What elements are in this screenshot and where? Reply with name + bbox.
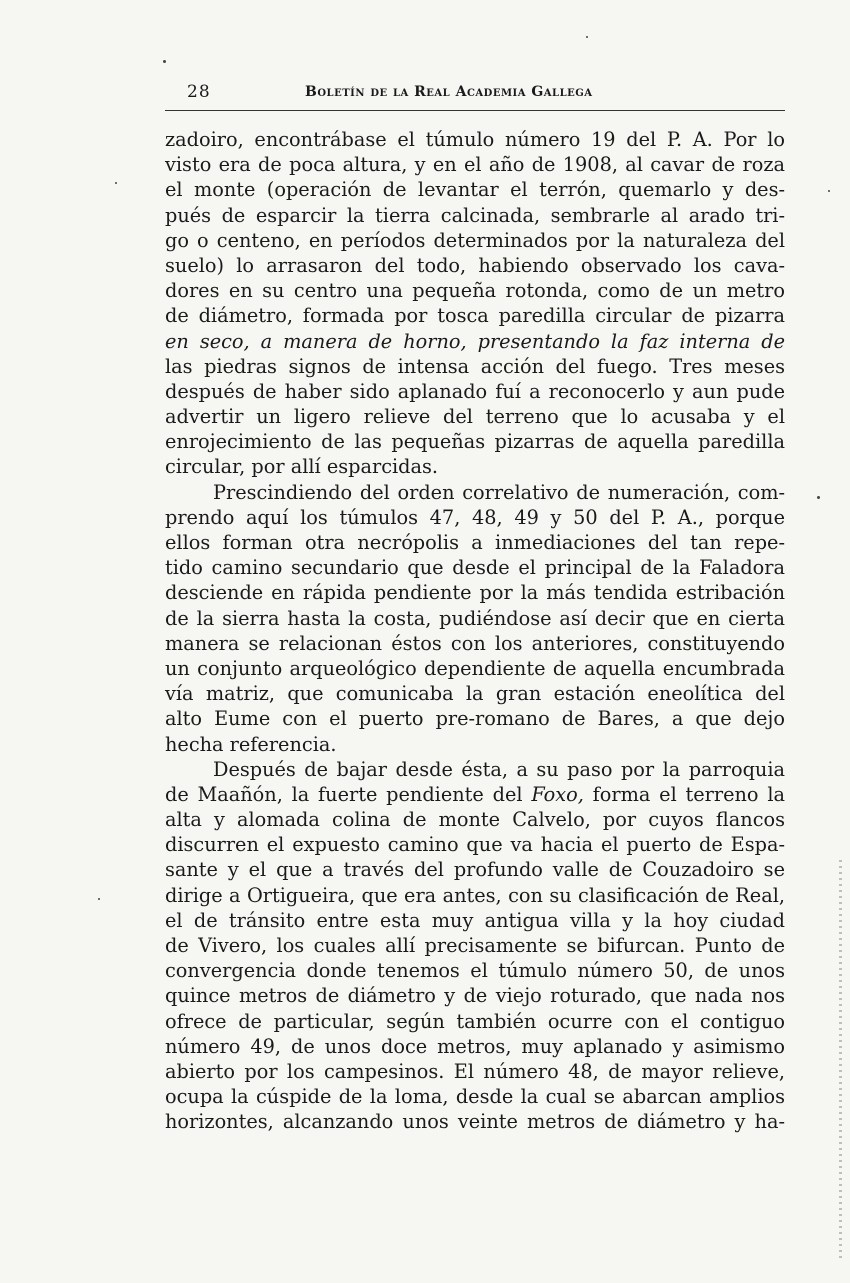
text-line: alto Eume con el puerto pre-romano de Bares, a que dejo [165,707,785,731]
scan-speck [98,898,100,900]
text-line: de la sierra hasta la costa, pudiéndose así decir que en cierta [165,606,785,630]
text-line: dores en su centro una pequeña rotonda, como de un metro [165,279,785,303]
text-line: desciende en rápida pendiente por la más tendida estribación [165,581,785,605]
text-line: las piedras signos de intensa acción del fuego. Tres meses [165,354,785,378]
text-line: ellos forman otra necrópolis a inmediaciones del tan repe- [165,531,785,554]
text-line: de Vivero, los cuales allí precisamente se bifurcan. Punto de [165,934,785,957]
text-line: Prescindiendo del orden correlativo de numeración, com- [213,480,785,504]
text-line: dirige a Ortigueira, que era antes, con su clasificación de Real, [165,883,785,907]
text-line: visto era de poca altura, y en el año de 1908, al cavar de roza [165,153,785,177]
text-line: un conjunto arqueológico dependiente de aquella encumbrada [165,656,785,680]
text-line: enrojecimiento de las pequeñas pizarras de aquella paredilla [165,430,785,454]
text-line: ofrece de particular, según también ocurre con el contiguo [165,1009,785,1033]
page-number: 28 [187,82,211,102]
text-line: número 49, de unos doce metros, muy aplanado y asimismo [165,1034,785,1058]
text-line: el monte (operación de levantar el terrón, quemarlo y des- [165,178,785,202]
text-line: Después de bajar desde ésta, a su paso por la parroquia [213,757,785,781]
text-line: tido camino secundario que desde el principal de la Faladora [165,556,785,580]
scan-speck [828,190,830,192]
text-line: manera se relacionan éstos con los anteriores, constituyendo [165,631,785,655]
text-line-italic [165,329,785,354]
text-line: convergencia donde tenemos el túmulo número 50, de unos [165,959,785,983]
text-line: el de tránsito entre esta muy antigua villa y la hoy ciudad [165,908,785,932]
text-line: vía matriz, que comunicaba la gran estación eneolítica del [165,682,785,706]
text-line: abierto por los campesinos. El número 48, de mayor relieve, [165,1059,785,1083]
body-text [165,127,785,1135]
text-line: advertir un ligero relieve del terreno que lo acusaba y el [165,405,785,429]
text-line: de diámetro, formada por tosca paredilla circular de pizarra [165,304,785,328]
text-line: go o centeno, en períodos determinados por la naturaleza del [165,228,785,252]
text-line: sante y el que a través del profundo valle de Couzadoiro se [165,858,785,882]
scan-speck [163,60,166,63]
text-line: zadoiro, encontrábase el túmulo número 19 del P. A. Por lo [165,128,785,151]
text-line: después de haber sido aplanado fuí a reconocerlo y aun pude [165,379,785,403]
scan-speck [115,182,117,184]
scan-speck [586,36,588,38]
text-line: suelo) lo arrasaron del todo, habiendo observado los cava- [165,253,785,277]
text-line: hecha referencia. [165,732,337,756]
text-line: pués de esparcir la tierra calcinada, sembrarle al arado tri- [165,203,785,227]
text-line: quince metros de diámetro y de viejo roturado, que nada nos [165,984,785,1008]
running-head: Boletín de la Real Academia Gallega [305,84,593,100]
text-line: horizontes, alcanzando unos veinte metros de diámetro y ha- [165,1110,785,1134]
text-line: prendo aquí los túmulos 47, 48, 49 y 50 del P. A., porque [165,505,785,529]
italic-phrase: presentando la faz interna de [477,329,785,353]
scan-edge-noise [839,860,842,1260]
text-line: circular, por allí esparcidas. [165,455,439,479]
text-line: ocupa la cúspide de la loma, desde la cual se abarcan amplios [165,1085,785,1109]
text-line: discurren el expuesto camino que va hacia el puerto de Espa- [165,833,785,857]
page-header [165,82,785,111]
italic-word: Foxo, [531,782,584,806]
text-line-mixed: de Maañón, la fuerte pendiente del Foxo, forma el terreno la [165,782,785,806]
scan-speck [817,496,820,499]
text-line: alta y alomada colina de monte Calvelo, por cuyos flancos [165,808,785,832]
italic-phrase: en seco, a manera de horno, [165,329,467,353]
